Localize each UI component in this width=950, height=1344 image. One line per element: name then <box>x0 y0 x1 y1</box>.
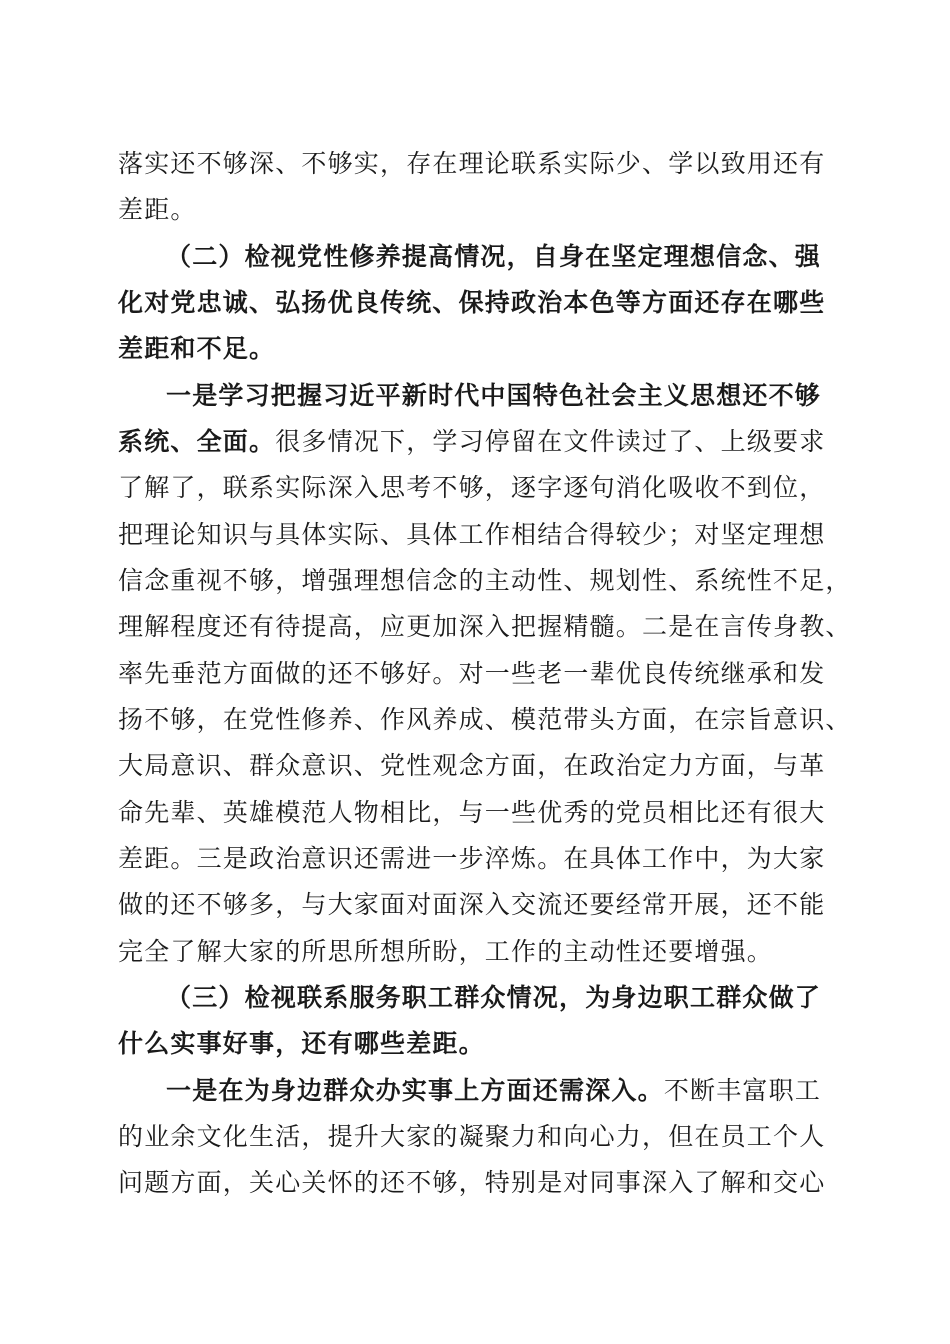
section-heading-3-line: 什么实事好事，还有哪些差距。 <box>118 1029 485 1058</box>
paragraph-lead: 一是学习把握习近平新时代中国特色社会主义思想还不够 <box>166 381 822 410</box>
paragraph-line: 完全了解大家的所思所想所盼，工作的主动性还要增强。 <box>118 937 774 966</box>
paragraph-line: 问题方面，关心关怀的还不够，特别是对同事深入了解和交心 <box>118 1168 826 1197</box>
paragraph-line: 落实还不够深、不够实，存在理论联系实际少、学以致用还有 <box>118 149 826 178</box>
paragraph-line: 命先辈、英雄模范人物相比，与一些优秀的党员相比还有很大 <box>118 798 826 827</box>
paragraph-line: 做的还不够多，与大家面对面深入交流还要经常开展，还不能 <box>118 890 826 919</box>
paragraph-line: 把理论知识与具体实际、具体工作相结合得较少；对坚定理想 <box>118 520 826 549</box>
paragraph-text: 很多情况下，学习停留在文件读过了、上级要求 <box>275 427 826 456</box>
section-heading-2-line: 差距和不足。 <box>118 334 276 363</box>
paragraph-lead-cont: 系统、全面。 <box>118 427 276 456</box>
paragraph-line: 差距。 <box>118 195 197 224</box>
paragraph-line: 理解程度还有待提高，应更加深入把握精髓。二是在言传身教、 <box>118 612 852 641</box>
paragraph-line: 了解了，联系实际深入思考不够，逐字逐句消化吸收不到位， <box>118 473 826 502</box>
paragraph-line: 率先垂范方面做的还不够好。对一些老一辈优良传统继承和发 <box>118 659 826 688</box>
section-heading-2-line: 化对党忠诚、弘扬优良传统、保持政治本色等方面还存在哪些 <box>118 288 826 317</box>
paragraph-line <box>166 1073 821 1109</box>
paragraph-lead: 一是在为身边群众办实事上方面还需深入。 <box>166 1076 664 1105</box>
paragraph-line: 差距。三是政治意识还需进一步淬炼。在具体工作中，为大家 <box>118 844 826 873</box>
paragraph-text: 不断丰富职工 <box>663 1076 822 1105</box>
section-heading-3: （三）检视联系服务职工群众情况，为身边职工群众做了 <box>166 983 822 1012</box>
paragraph-line <box>118 424 825 460</box>
paragraph-line: 大局意识、群众意识、党性观念方面，在政治定力方面，与革 <box>118 751 826 780</box>
paragraph-line: 扬不够，在党性修养、作风养成、模范带头方面，在宗旨意识、 <box>118 705 852 734</box>
section-heading-2: （二）检视党性修养提高情况，自身在坚定理想信念、强 <box>166 242 822 271</box>
paragraph-line: 信念重视不够，增强理想信念的主动性、规划性、系统性不足， <box>118 566 852 595</box>
paragraph-line: 的业余文化生活，提升大家的凝聚力和向心力，但在员工个人 <box>118 1122 826 1151</box>
